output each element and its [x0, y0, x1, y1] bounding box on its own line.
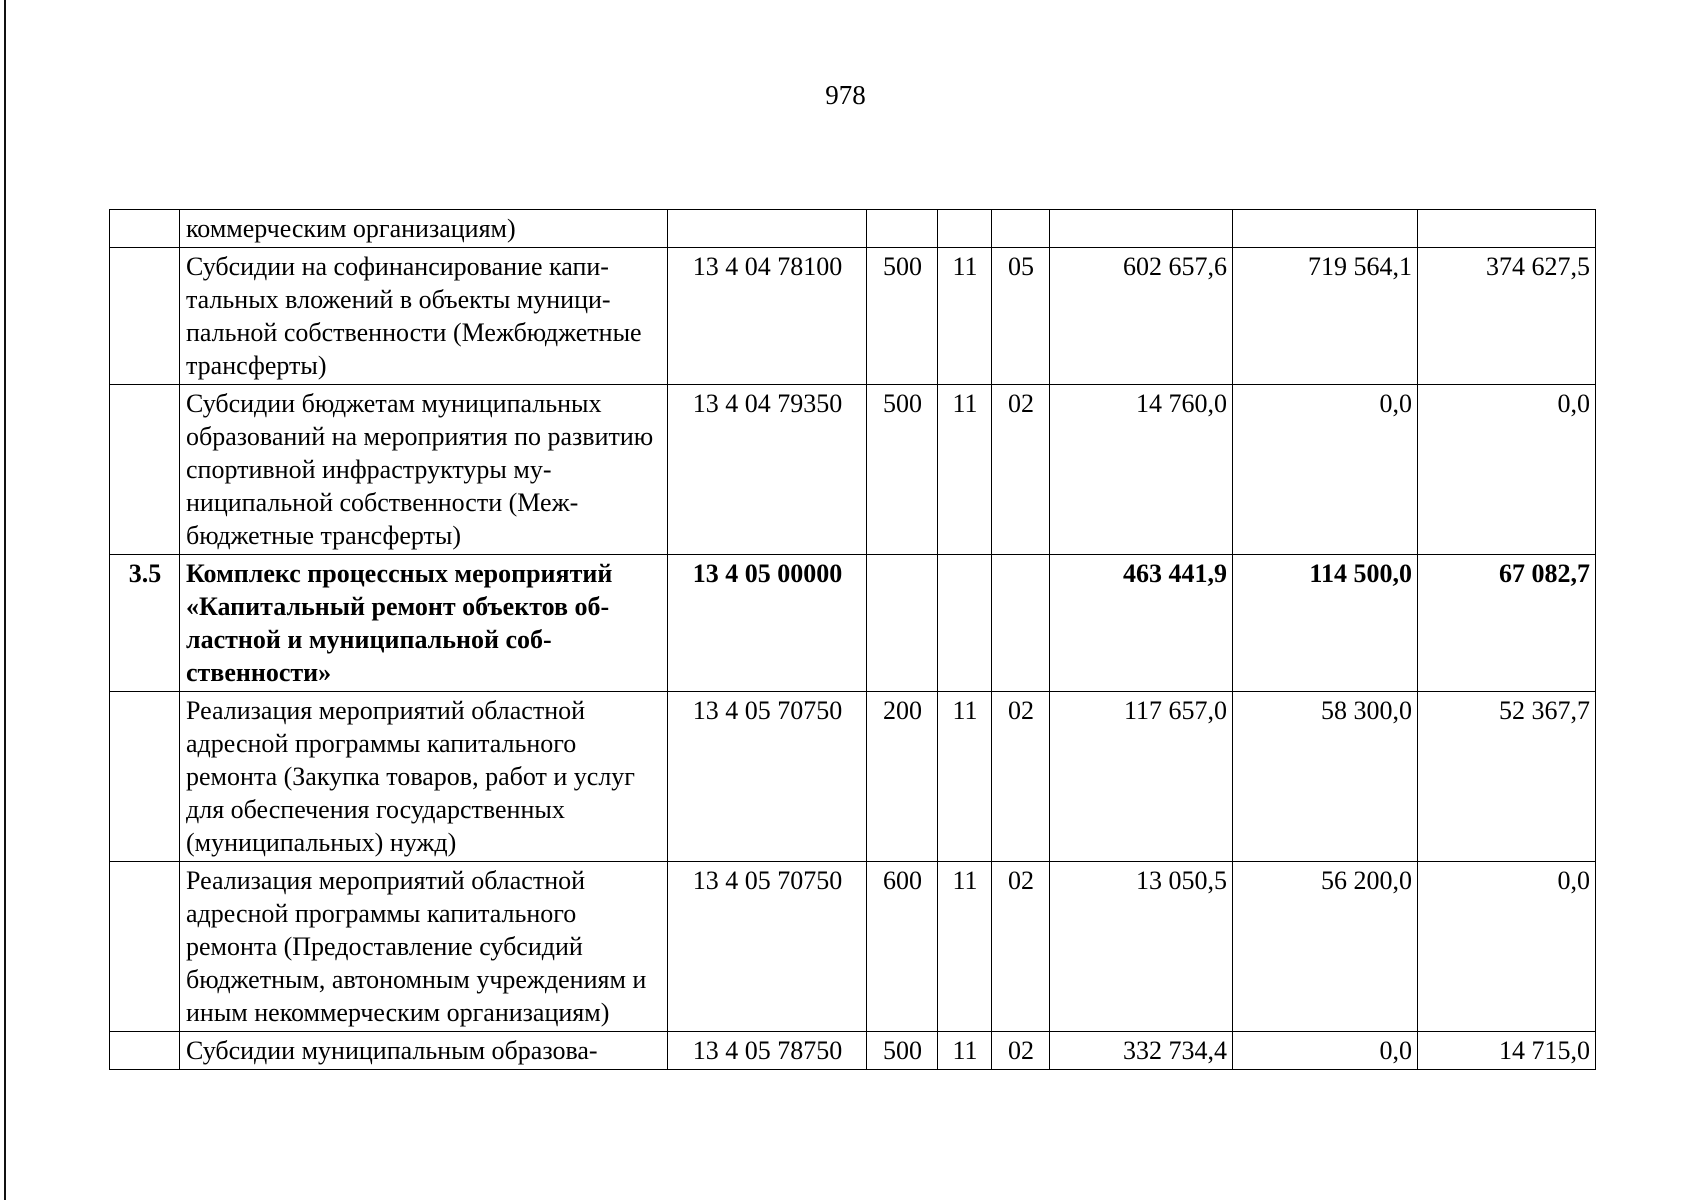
row-amount-year-2: 56 200,0 [1233, 862, 1418, 1032]
row-amount-year-1: 14 760,0 [1050, 385, 1233, 555]
row-subsection: 02 [992, 692, 1050, 862]
table-row [110, 248, 1596, 385]
row-amount-year-2 [1233, 210, 1418, 248]
row-number [110, 210, 180, 248]
row-number [110, 248, 180, 385]
row-number [110, 385, 180, 555]
row-amount-year-1 [1050, 210, 1233, 248]
row-amount-year-2: 114 500,0 [1233, 555, 1418, 692]
row-subsection: 02 [992, 862, 1050, 1032]
row-section [938, 210, 992, 248]
table-row [110, 555, 1596, 692]
table-row [110, 385, 1596, 555]
row-amount-year-3: 52 367,7 [1418, 692, 1596, 862]
row-amount-year-3: 14 715,0 [1418, 1032, 1596, 1070]
table-row [110, 692, 1596, 862]
row-name: Субсидии на софинансирование капитальных вложений в объекты муниципальной собственности (Межбюджетные трансферты) [180, 248, 668, 385]
row-name: Реализация мероприятий областной адресной программы капитального ремонта (Предоставление субсидий бюджетным, автономным учреждениям и иным некоммерческим организациям) [180, 862, 668, 1032]
row-number [110, 692, 180, 862]
row-amount-year-2: 58 300,0 [1233, 692, 1418, 862]
page-number: 978 [825, 80, 866, 110]
row-target-code: 13 4 05 78750 [668, 1032, 867, 1070]
row-expense-type: 200 [867, 692, 938, 862]
row-subsection: 02 [992, 385, 1050, 555]
row-target-code: 13 4 04 78100 [668, 248, 867, 385]
table-row [110, 1032, 1596, 1070]
row-name: Комплекс процессных мероприятий «Капитальный ремонт объектов областной и муниципальной собственности» [180, 555, 668, 692]
row-amount-year-1: 463 441,9 [1050, 555, 1233, 692]
row-expense-type: 500 [867, 385, 938, 555]
row-amount-year-1: 332 734,4 [1050, 1032, 1233, 1070]
row-amount-year-3: 0,0 [1418, 862, 1596, 1032]
row-section: 11 [938, 862, 992, 1032]
row-section: 11 [938, 385, 992, 555]
scan-edge-line [4, 0, 6, 1200]
row-name: Субсидии бюджетам муниципальных образований на мероприятия по развитию спортивной инфраструктуры муниципальной собственности (Межбюджетные трансферты) [180, 385, 668, 555]
row-expense-type: 500 [867, 1032, 938, 1070]
row-target-code [668, 210, 867, 248]
row-expense-type [867, 555, 938, 692]
row-section: 11 [938, 1032, 992, 1070]
row-number [110, 1032, 180, 1070]
row-amount-year-2: 0,0 [1233, 385, 1418, 555]
row-number [110, 862, 180, 1032]
row-section: 11 [938, 248, 992, 385]
row-amount-year-3: 0,0 [1418, 385, 1596, 555]
row-expense-type: 500 [867, 248, 938, 385]
row-subsection: 02 [992, 1032, 1050, 1070]
row-subsection [992, 210, 1050, 248]
row-target-code: 13 4 05 00000 [668, 555, 867, 692]
row-name: Реализация мероприятий областной адресной программы капитального ремонта (Закупка товаров, работ и услуг для обеспечения государственных (муниципальных) нужд) [180, 692, 668, 862]
row-target-code: 13 4 04 79350 [668, 385, 867, 555]
row-amount-year-2: 719 564,1 [1233, 248, 1418, 385]
row-name: коммерческим организациям) [180, 210, 668, 248]
row-section: 11 [938, 692, 992, 862]
budget-table [109, 209, 1596, 1070]
row-amount-year-1: 602 657,6 [1050, 248, 1233, 385]
row-amount-year-3: 374 627,5 [1418, 248, 1596, 385]
row-expense-type [867, 210, 938, 248]
row-number: 3.5 [110, 555, 180, 692]
row-amount-year-3: 67 082,7 [1418, 555, 1596, 692]
table-row [110, 862, 1596, 1032]
row-expense-type: 600 [867, 862, 938, 1032]
row-target-code: 13 4 05 70750 [668, 862, 867, 1032]
row-amount-year-1: 117 657,0 [1050, 692, 1233, 862]
table-row [110, 210, 1596, 248]
row-name: Субсидии муниципальным образова- [180, 1032, 668, 1070]
row-section [938, 555, 992, 692]
row-amount-year-1: 13 050,5 [1050, 862, 1233, 1032]
row-subsection: 05 [992, 248, 1050, 385]
row-amount-year-3 [1418, 210, 1596, 248]
row-amount-year-2: 0,0 [1233, 1032, 1418, 1070]
row-target-code: 13 4 05 70750 [668, 692, 867, 862]
row-subsection [992, 555, 1050, 692]
